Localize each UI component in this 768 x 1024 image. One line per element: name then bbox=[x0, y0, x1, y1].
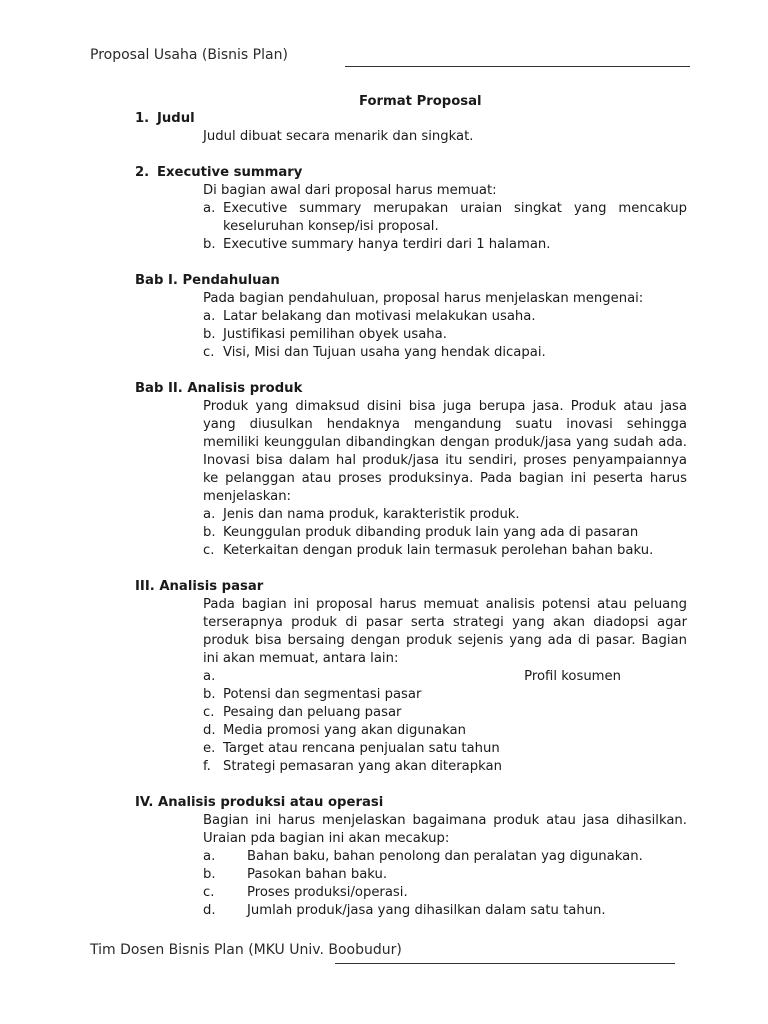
list-marker: b. bbox=[203, 327, 216, 342]
header-title: Proposal Usaha (Bisnis Plan) bbox=[90, 47, 288, 63]
section-number: 2. bbox=[135, 165, 150, 180]
list-text: Target atau rencana penjualan satu tahun bbox=[223, 741, 500, 756]
list-item bbox=[203, 308, 687, 326]
list-text: Visi, Misi dan Tujuan usaha yang hendak dicapai. bbox=[223, 345, 546, 360]
list-text: Keterkaitan dengan produk lain termasuk perolehan bahan baku. bbox=[223, 543, 654, 558]
list-text: Justifikasi pemilihan obyek usaha. bbox=[223, 327, 447, 342]
list-marker: b. bbox=[203, 687, 216, 702]
list-item bbox=[203, 326, 687, 344]
list-item bbox=[203, 848, 687, 866]
section-paragraph: Judul dibuat secara menarik dan singkat. bbox=[203, 129, 474, 144]
list-text: Profil kosumen bbox=[524, 669, 621, 684]
list-item bbox=[203, 524, 687, 542]
section-title: Bab I. Pendahuluan bbox=[135, 273, 280, 288]
section-title: IV. Analisis produksi atau operasi bbox=[135, 795, 384, 810]
section-heading bbox=[135, 380, 687, 398]
header-rule bbox=[345, 66, 690, 67]
list-item bbox=[203, 344, 687, 362]
section-title: Executive summary bbox=[157, 165, 303, 180]
section-paragraph: Di bagian awal dari proposal harus memuat: bbox=[203, 183, 497, 198]
section-paragraph: Produk yang dimaksud disini bisa juga berupa jasa. Produk atau jasa yang diusulkan hendaknya mengandung suatu inovasi sehingga memiliki keunggulan dibandingkan dengan produk/jasa yang sudah ada. Inovasi bisa dalam hal produk/jasa itu sendiri, proses penyampaiannya ke pelanggan atau proses produksinya. Pada bagian ini peserta harus menjelaskan: bbox=[203, 399, 687, 504]
list-marker: c. bbox=[203, 543, 215, 558]
list-text: Strategi pemasaran yang akan diterapkan bbox=[223, 759, 502, 774]
list-text: Executive summary hanya terdiri dari 1 halaman. bbox=[223, 237, 551, 252]
section-judul bbox=[135, 110, 687, 146]
list-marker: b. bbox=[203, 237, 216, 252]
list-item bbox=[203, 740, 687, 758]
list-text: Pasokan bahan baku. bbox=[247, 867, 388, 882]
list-text: Potensi dan segmentasi pasar bbox=[223, 687, 422, 702]
list-text: Proses produksi/operasi. bbox=[247, 885, 408, 900]
section-heading bbox=[135, 164, 687, 182]
list-item bbox=[203, 884, 687, 902]
section-heading bbox=[135, 578, 687, 596]
section-paragraph: Bagian ini harus menjelaskan bagaimana produk atau jasa dihasilkan. Uraian pda bagian ini akan mecakup: bbox=[203, 813, 687, 846]
list-text: Latar belakang dan motivasi melakukan usaha. bbox=[223, 309, 536, 324]
list-marker: a. bbox=[203, 507, 216, 522]
list-marker: a. bbox=[203, 309, 216, 324]
list-item bbox=[203, 902, 687, 920]
list-marker: b. bbox=[203, 525, 216, 540]
list-marker: b. bbox=[203, 867, 216, 882]
list-text: Bahan baku, bahan penolong dan peralatan yag digunakan. bbox=[247, 849, 643, 864]
list-marker: c. bbox=[203, 885, 215, 900]
list-marker: e. bbox=[203, 741, 216, 756]
document-title: Format Proposal bbox=[359, 94, 482, 109]
list-text: Jenis dan nama produk, karakteristik produk. bbox=[223, 507, 520, 522]
section-heading bbox=[135, 794, 687, 812]
list-text: Executive summary merupakan uraian singkat yang mencakup keseluruhan konsep/isi proposal. bbox=[223, 201, 687, 234]
list-marker: c. bbox=[203, 345, 215, 360]
list-marker: c. bbox=[203, 705, 215, 720]
list-item bbox=[203, 704, 687, 722]
section-analisis-produksi bbox=[135, 794, 687, 920]
list-item bbox=[203, 722, 687, 740]
section-pendahuluan bbox=[135, 272, 687, 362]
section-paragraph: Pada bagian ini proposal harus memuat analisis potensi atau peluang terserapnya produk di pasar serta strategi yang akan diadopsi agar produk bisa bersaing dengan produk sejenis yang ada di pasar. Bagian ini akan memuat, antara lain: bbox=[203, 597, 687, 666]
list-text: Keunggulan produk dibanding produk lain yang ada di pasaran bbox=[223, 525, 639, 540]
section-analisis-pasar bbox=[135, 578, 687, 776]
section-number: 1. bbox=[135, 111, 150, 126]
list-marker: a. bbox=[203, 849, 216, 864]
list-item bbox=[203, 758, 687, 776]
list-item bbox=[203, 686, 687, 704]
section-executive-summary bbox=[135, 164, 687, 254]
section-title: Bab II. Analisis produk bbox=[135, 381, 303, 396]
list-marker: a. bbox=[203, 201, 216, 216]
list-text: Jumlah produk/jasa yang dihasilkan dalam satu tahun. bbox=[247, 903, 606, 918]
footer-title: Tim Dosen Bisnis Plan (MKU Univ. Boobudur) bbox=[90, 942, 402, 958]
list-item bbox=[203, 236, 687, 254]
footer-rule bbox=[335, 963, 675, 964]
section-analisis-produk bbox=[135, 380, 687, 560]
list-item bbox=[203, 506, 687, 524]
list-marker: f. bbox=[203, 759, 211, 774]
list-marker: a. bbox=[203, 669, 216, 684]
list-item bbox=[203, 542, 687, 560]
section-heading bbox=[135, 272, 687, 290]
list-item bbox=[203, 668, 687, 686]
list-text: Media promosi yang akan digunakan bbox=[223, 723, 466, 738]
list-item bbox=[203, 866, 687, 884]
section-title: Judul bbox=[157, 111, 195, 126]
list-marker: d. bbox=[203, 903, 216, 918]
section-paragraph: Pada bagian pendahuluan, proposal harus menjelaskan mengenai: bbox=[203, 291, 644, 306]
section-heading bbox=[135, 110, 687, 128]
section-title: III. Analisis pasar bbox=[135, 579, 264, 594]
list-marker: d. bbox=[203, 723, 216, 738]
list-text: Pesaing dan peluang pasar bbox=[223, 705, 402, 720]
list-item bbox=[203, 200, 687, 236]
document-body bbox=[135, 110, 687, 938]
